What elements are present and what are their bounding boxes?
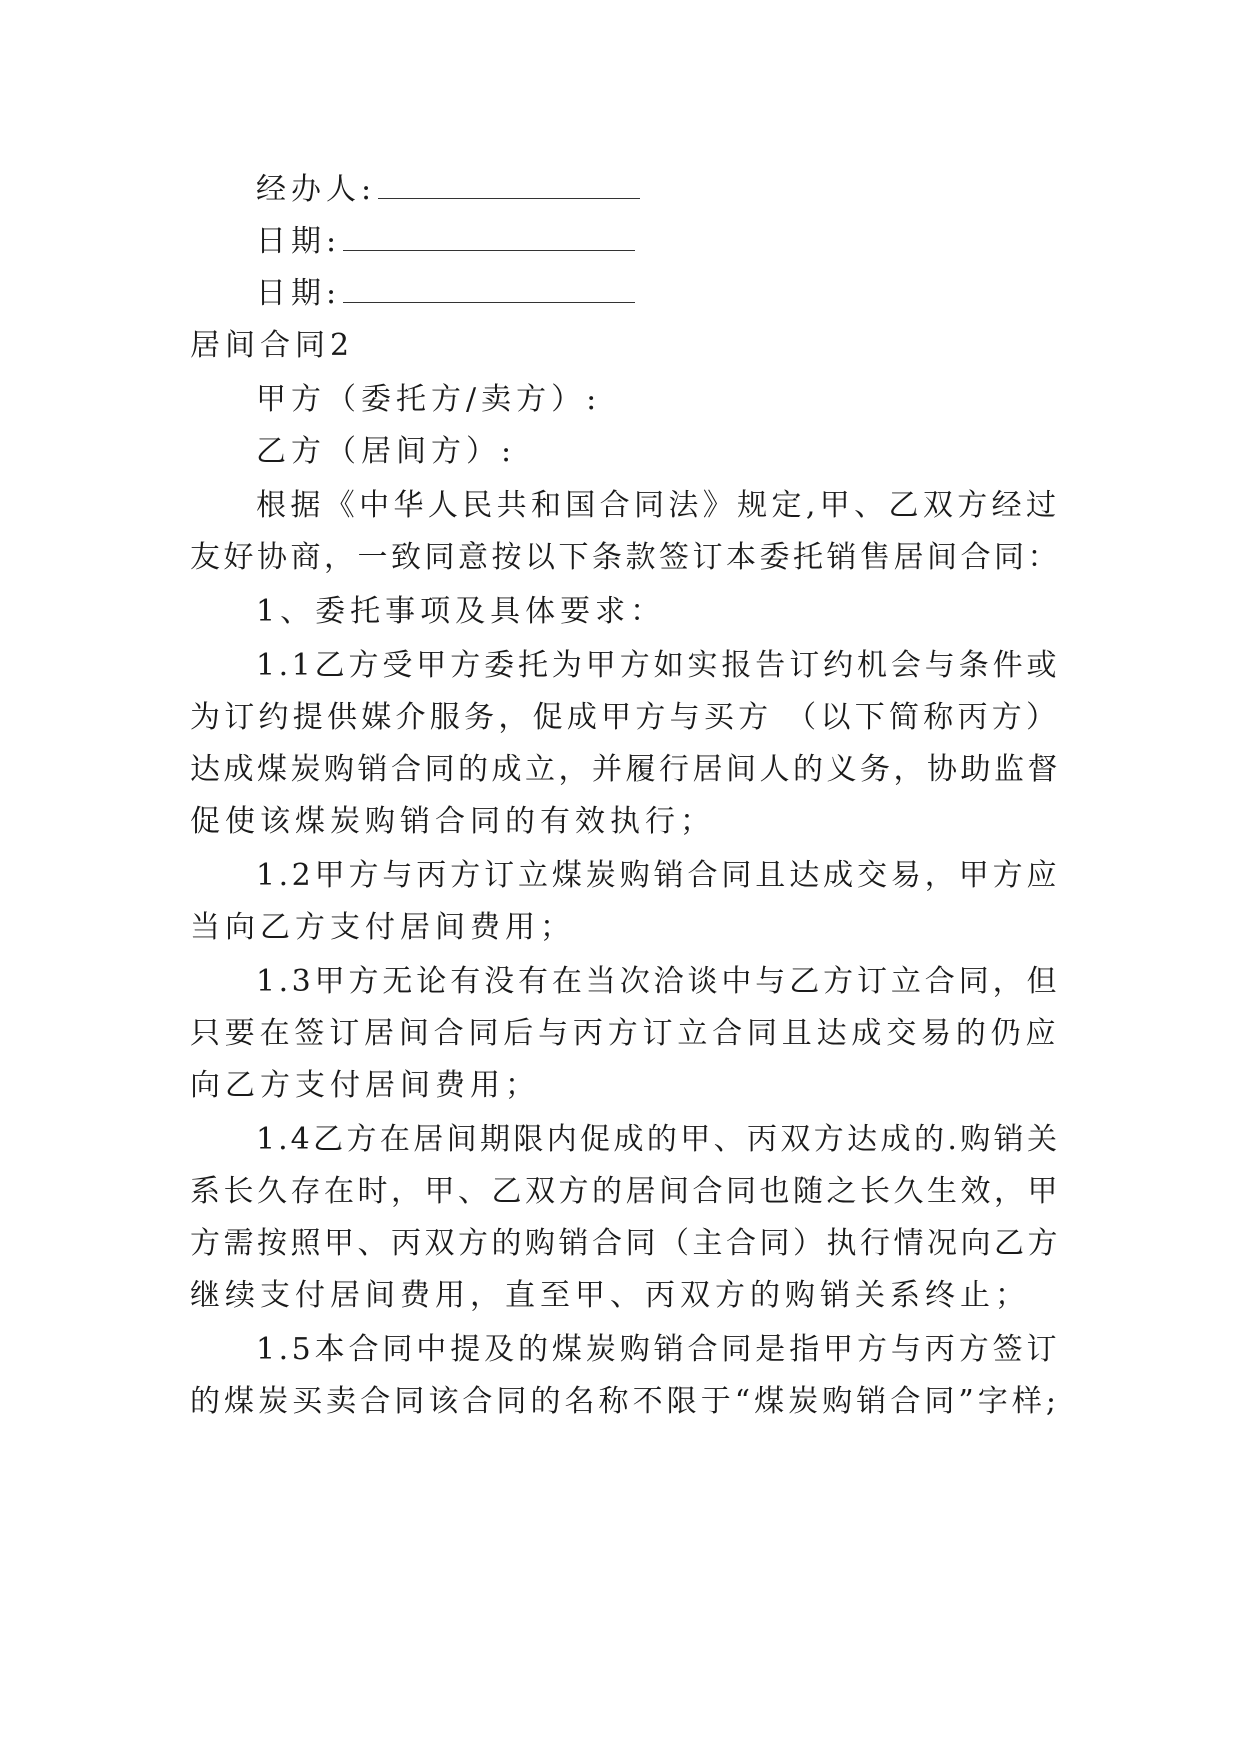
clause-1-5-line-2: 的煤炭买卖合同该合同的名称不限于“煤炭购销合同”字样;	[190, 1384, 1060, 1419]
intro-line-1: 根据《中华人民共和国合同法》规定,甲、乙双方经过	[256, 488, 1060, 523]
clause-1-2-line-2: 当向乙方支付居间费用；	[190, 910, 575, 945]
clause-1-3-line-1: 1.3甲方无论有没有在当次洽谈中与乙方订立合同，但	[256, 964, 1060, 999]
clause-1-1-line-1: 1.1乙方受甲方委托为甲方如实报告订约机会与条件或	[256, 648, 1060, 683]
clause-1-2-line-1: 1.2甲方与丙方订立煤炭购销合同且达成交易，甲方应	[256, 858, 1060, 893]
date-label-2: 日期:	[256, 276, 342, 311]
clause-1-1-line-2: 为订约提供媒介服务，促成甲方与买方 （以下简称丙方）	[190, 700, 1060, 735]
date-blank-field-2	[343, 274, 635, 303]
party-a-line: 甲方（委托方/卖方）:	[256, 382, 602, 417]
clause-1-4-line-2: 系长久存在时，甲、乙双方的居间合同也随之长久生效，甲	[190, 1174, 1061, 1209]
clause-1-1-line-4: 促使该煤炭购销合同的有效执行；	[190, 804, 715, 839]
party-b-line: 乙方（居间方）:	[256, 434, 517, 469]
handler-signature-line	[256, 170, 640, 210]
contract-title: 居间合同2	[190, 328, 355, 363]
clause-1-5-line-1: 1.5本合同中提及的煤炭购销合同是指甲方与丙方签订	[256, 1332, 1060, 1367]
clause-1-1-line-3: 达成煤炭购销合同的成立，并履行居间人的义务，协助监督	[190, 752, 1061, 787]
date-blank-field-1	[343, 222, 635, 251]
handler-label: 经办人:	[256, 172, 377, 207]
date-label-1: 日期:	[256, 224, 342, 259]
clause-1-4-line-3: 方需按照甲、丙双方的购销合同（主合同）执行情况向乙方	[190, 1226, 1061, 1261]
date-signature-line-1	[256, 222, 635, 262]
intro-line-2: 友好协商，一致同意按以下条款签订本委托销售居间合同：	[190, 540, 1061, 575]
clause-1-3-line-2: 只要在签订居间合同后与丙方订立合同且达成交易的仍应	[190, 1016, 1060, 1051]
clause-1-3-line-3: 向乙方支付居间费用；	[190, 1068, 540, 1103]
clause-1-4-line-1: 1.4乙方在居间期限内促成的甲、丙双方达成的.购销关	[256, 1122, 1060, 1157]
date-signature-line-2	[256, 274, 635, 314]
handler-blank-field	[378, 170, 640, 199]
section-1-heading: 1、委托事项及具体要求：	[256, 594, 666, 629]
clause-1-4-line-4: 继续支付居间费用，直至甲、丙双方的购销关系终止；	[190, 1278, 1030, 1313]
